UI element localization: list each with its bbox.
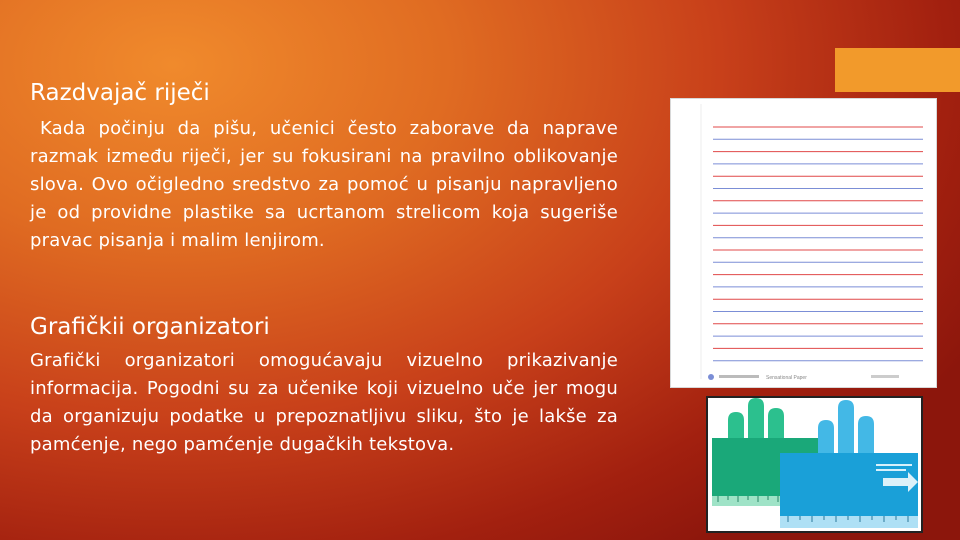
section-text-word-spacer: Kada počinju da pišu, učenici često zaborave da naprave razmak između riječi, jer su fokusirani na pravilno oblikovanje slova. Ovo očigledno sredstvo za pomoć u pisanju napravljeno je od providne plastike sa ucrtanom strelicom koja sugeriše pravac pisanja i malim lenjirom. (30, 118, 618, 251)
accent-bar (835, 48, 960, 92)
hand-ruler-image (706, 396, 923, 533)
paper-footer-label: Sensational Paper (766, 375, 807, 381)
section-text-graphic-organizers: Grafički organizatori omogućavaju vizuelno prikazivanje informacija. Pogodni su za učenike koji vizuelno uče jer mogu da organizuju podatke u prepoznatljivu sliku, što je lakše za pamćenje, nego pamćenje dugačkih tekstova. (30, 350, 618, 455)
section-heading-word-spacer: Razdvajač riječi (30, 80, 210, 106)
section-heading-graphic-organizers: Grafičkii organizatori (30, 314, 270, 340)
lined-paper-image (670, 98, 937, 388)
